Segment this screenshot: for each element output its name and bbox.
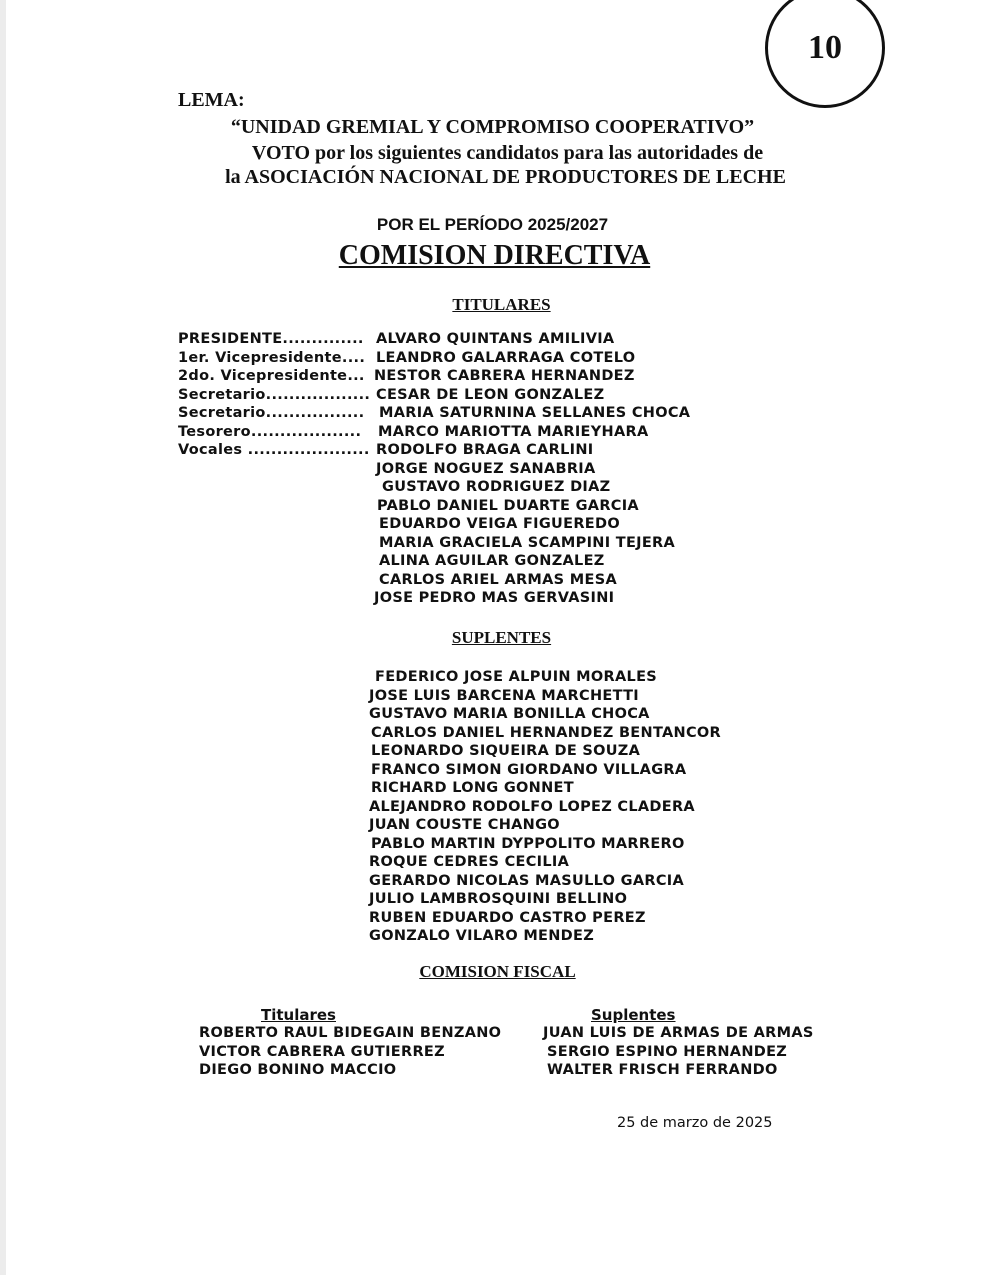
period-heading: POR EL PERÍODO 2025/2027: [376, 215, 609, 234]
candidate-name: CARLOS ARIEL ARMAS MESA: [379, 571, 617, 588]
list-number-badge: [765, 0, 885, 108]
fiscal-suplente-name: JUAN LUIS DE ARMAS DE ARMAS: [543, 1025, 814, 1041]
role-label: 1er. Vicepresidente....: [178, 349, 366, 366]
candidate-name: CESAR DE LEON GONZALEZ: [376, 386, 605, 403]
substitute-name: FRANCO SIMON GIORDANO VILLAGRA: [371, 761, 687, 778]
candidate-name: MARCO MARIOTTA MARIEYHARA: [378, 423, 649, 440]
fiscal-suplente-name: WALTER FRISCH FERRANDO: [547, 1062, 778, 1078]
candidate-name: PABLO DANIEL DUARTE GARCIA: [377, 497, 639, 514]
substitute-name: GONZALO VILARO MENDEZ: [369, 928, 595, 944]
substitute-name: RUBEN EDUARDO CASTRO PEREZ: [369, 909, 646, 926]
role-label: 2do. Vicepresidente...: [178, 368, 365, 384]
candidate-name: MARIA SATURNINA SELLANES CHOCA: [379, 405, 691, 421]
candidate-name: GUSTAVO RODRIGUEZ DIAZ: [382, 479, 611, 495]
substitute-name: RICHARD LONG GONNET: [371, 780, 574, 796]
substitute-name: PABLO MARTIN DYPPOLITO MARRERO: [371, 835, 685, 852]
vote-statement: VOTO por los siguientes candidatos para las autoridades de: [251, 142, 764, 164]
role-label: Secretario..................: [178, 386, 371, 403]
fiscal-titular-name: DIEGO BONINO MACCIO: [199, 1062, 397, 1078]
fiscal-suplentes-heading: Suplentes: [591, 1006, 676, 1024]
fiscal-titulares-heading: Titulares: [261, 1006, 336, 1024]
candidate-name: NESTOR CABRERA HERNANDEZ: [374, 368, 635, 384]
substitute-name: FEDERICO JOSE ALPUIN MORALES: [375, 669, 658, 685]
list-number: 10: [808, 29, 842, 66]
candidate-name: LEANDRO GALARRAGA COTELO: [376, 349, 636, 366]
committee-title: COMISION DIRECTIVA: [338, 240, 651, 271]
role-label: Vocales .....................: [178, 442, 370, 458]
candidate-name: RODOLFO BRAGA CARLINI: [376, 442, 594, 458]
role-label: Tesorero...................: [178, 423, 362, 440]
substitute-name: ROQUE CEDRES CECILIA: [369, 854, 570, 870]
substitute-name: JULIO LAMBROSQUINI BELLINO: [369, 891, 628, 907]
role-label: PRESIDENTE..............: [178, 331, 364, 347]
titulares-heading: TITULARES: [452, 295, 551, 314]
fiscal-titular-name: VICTOR CABRERA GUTIERREZ: [199, 1043, 445, 1060]
document-date: 25 de marzo de 2025: [617, 1115, 773, 1131]
fiscal-suplente-name: SERGIO ESPINO HERNANDEZ: [547, 1043, 788, 1060]
substitute-name: GERARDO NICOLAS MASULLO GARCIA: [369, 872, 684, 889]
suplentes-heading: SUPLENTES: [451, 628, 552, 647]
substitute-name: CARLOS DANIEL HERNANDEZ BENTANCOR: [371, 724, 721, 741]
candidate-name: MARIA GRACIELA SCAMPINI TEJERA: [379, 534, 676, 551]
candidate-name: ALINA AGUILAR GONZALEZ: [379, 553, 605, 569]
candidate-name: JORGE NOGUEZ SANABRIA: [376, 460, 596, 477]
slogan: “UNIDAD GREMIAL Y COMPROMISO COOPERATIVO”: [230, 116, 755, 138]
fiscal-titular-name: ROBERTO RAUL BIDEGAIN BENZANO: [199, 1025, 502, 1041]
lema-label: LEMA:: [178, 89, 245, 111]
substitute-name: ALEJANDRO RODOLFO LOPEZ CLADERA: [369, 798, 695, 815]
candidate-name: JOSE PEDRO MAS GERVASINI: [374, 590, 615, 606]
candidate-name: EDUARDO VEIGA FIGUEREDO: [379, 516, 620, 532]
role-label: Secretario.................: [178, 405, 365, 421]
substitute-name: JOSE LUIS BARCENA MARCHETTI: [369, 687, 639, 704]
substitute-name: GUSTAVO MARIA BONILLA CHOCA: [369, 706, 650, 722]
candidate-name: ALVARO QUINTANS AMILIVIA: [376, 331, 615, 347]
association-name: la ASOCIACIÓN NACIONAL DE PRODUCTORES DE LECHE: [225, 166, 786, 188]
substitute-name: JUAN COUSTE CHANGO: [369, 817, 560, 833]
substitute-name: LEONARDO SIQUEIRA DE SOUZA: [371, 743, 641, 759]
fiscal-committee-heading: COMISION FISCAL: [419, 962, 576, 981]
